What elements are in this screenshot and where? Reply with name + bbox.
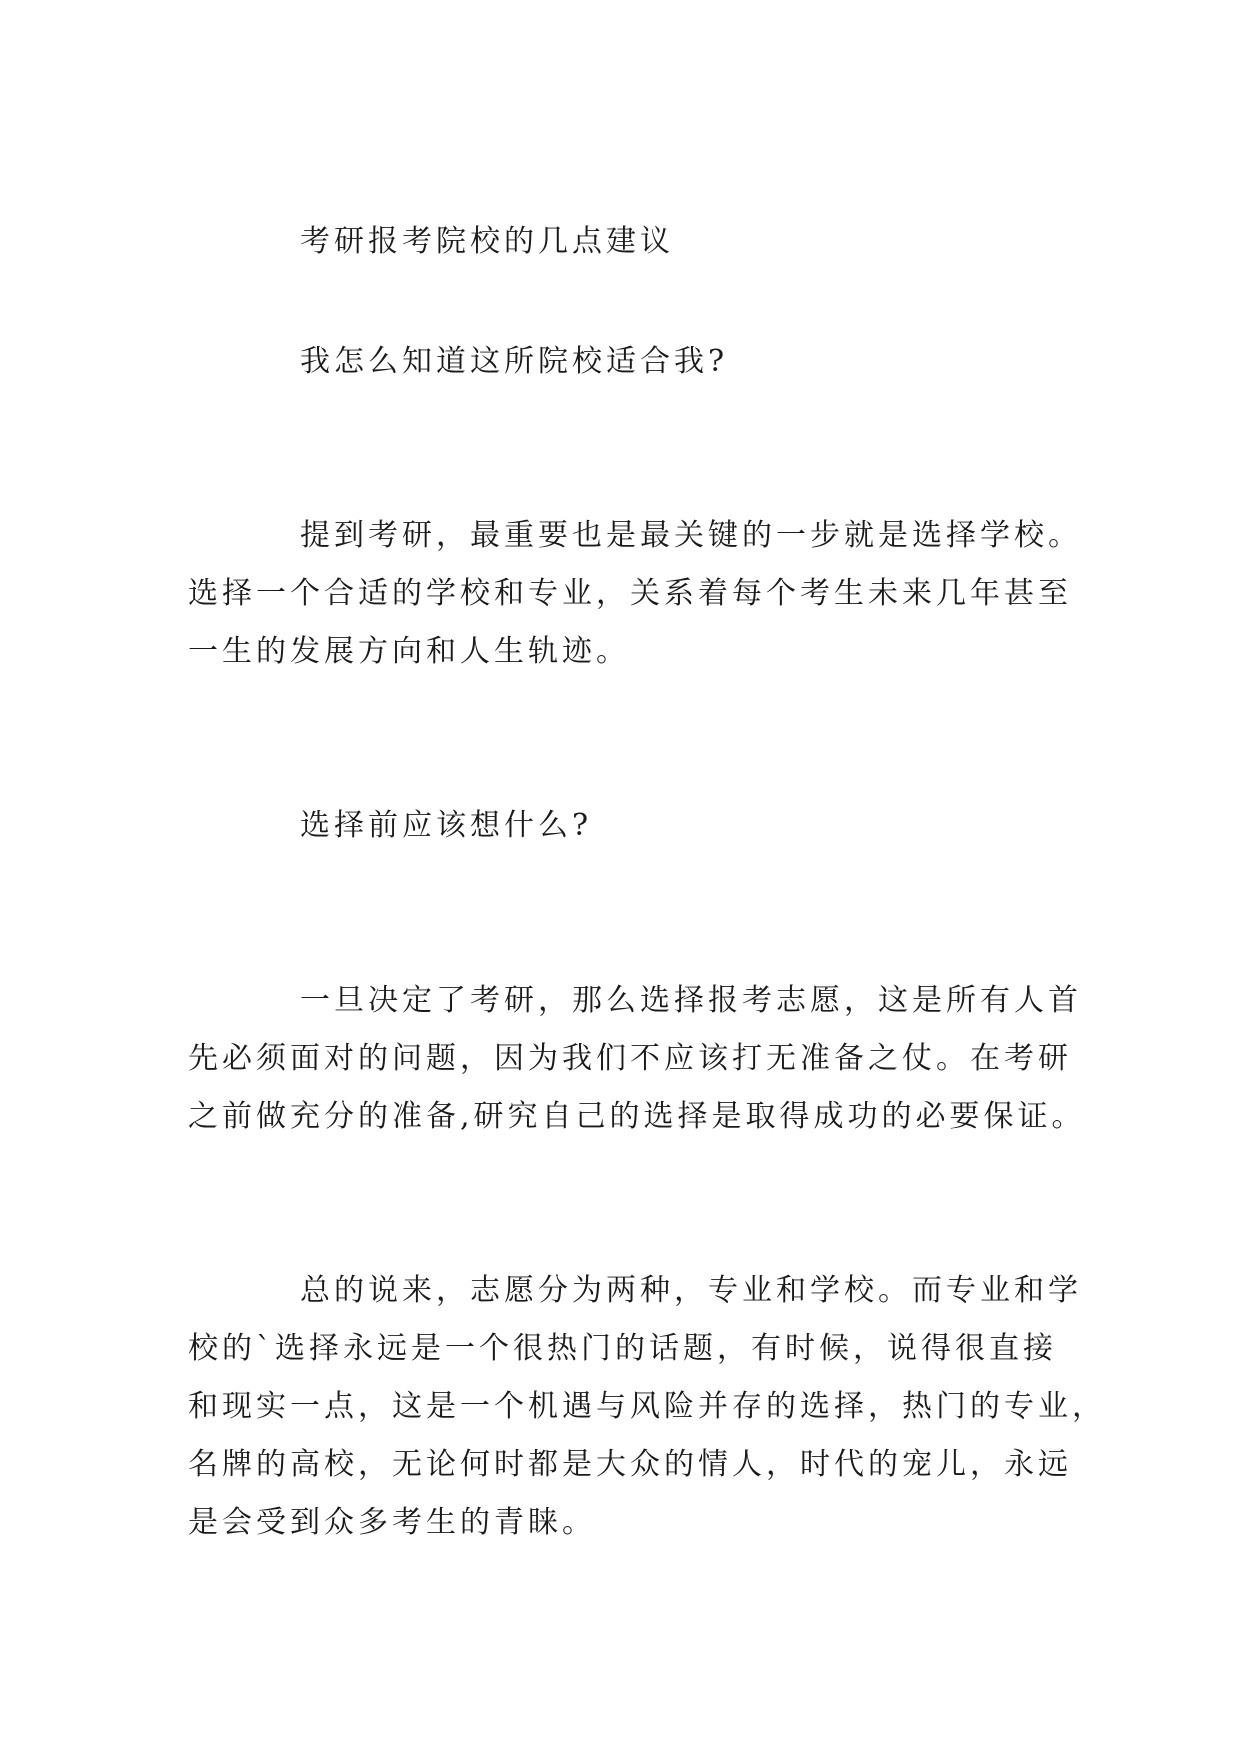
paragraph-1-line-3: 一生的发展方向和人生轨迹。 [188,634,630,669]
paragraph-2-line-1: 一旦决定了考研，那么选择报考志愿，这是所有人首 [300,983,1082,1018]
paragraph-2-line-3: 之前做充分的准备,研究自己的选择是取得成功的必要保证。 [188,1099,1086,1134]
section-question-2: 选择前应该想什么? [300,808,593,843]
paragraph-3-line-1: 总的说来，志愿分为两种，专业和学校。而专业和学 [300,1273,1082,1308]
section-question-1: 我怎么知道这所院校适合我? [300,344,729,379]
paragraph-2-line-2: 先必须面对的问题，因为我们不应该打无准备之仗。在考研 [188,1041,1072,1076]
paragraph-3-line-5: 是会受到众多考生的青睐。 [188,1505,596,1540]
paragraph-3-line-4: 名牌的高校，无论何时都是大众的情人，时代的宠儿，永远 [188,1447,1072,1482]
paragraph-1-line-1: 提到考研，最重要也是最关键的一步就是选择学校。 [300,518,1082,553]
document-title: 考研报考院校的几点建议 [300,224,674,259]
paragraph-1-line-2: 选择一个合适的学校和专业，关系着每个考生未来几年甚至 [188,576,1072,611]
paragraph-3-line-3: 和现实一点，这是一个机遇与风险并存的选择，热门的专业， [188,1389,1106,1424]
paragraph-3-line-2: 校的`选择永远是一个很热门的话题，有时候，说得很直接 [188,1331,1057,1366]
